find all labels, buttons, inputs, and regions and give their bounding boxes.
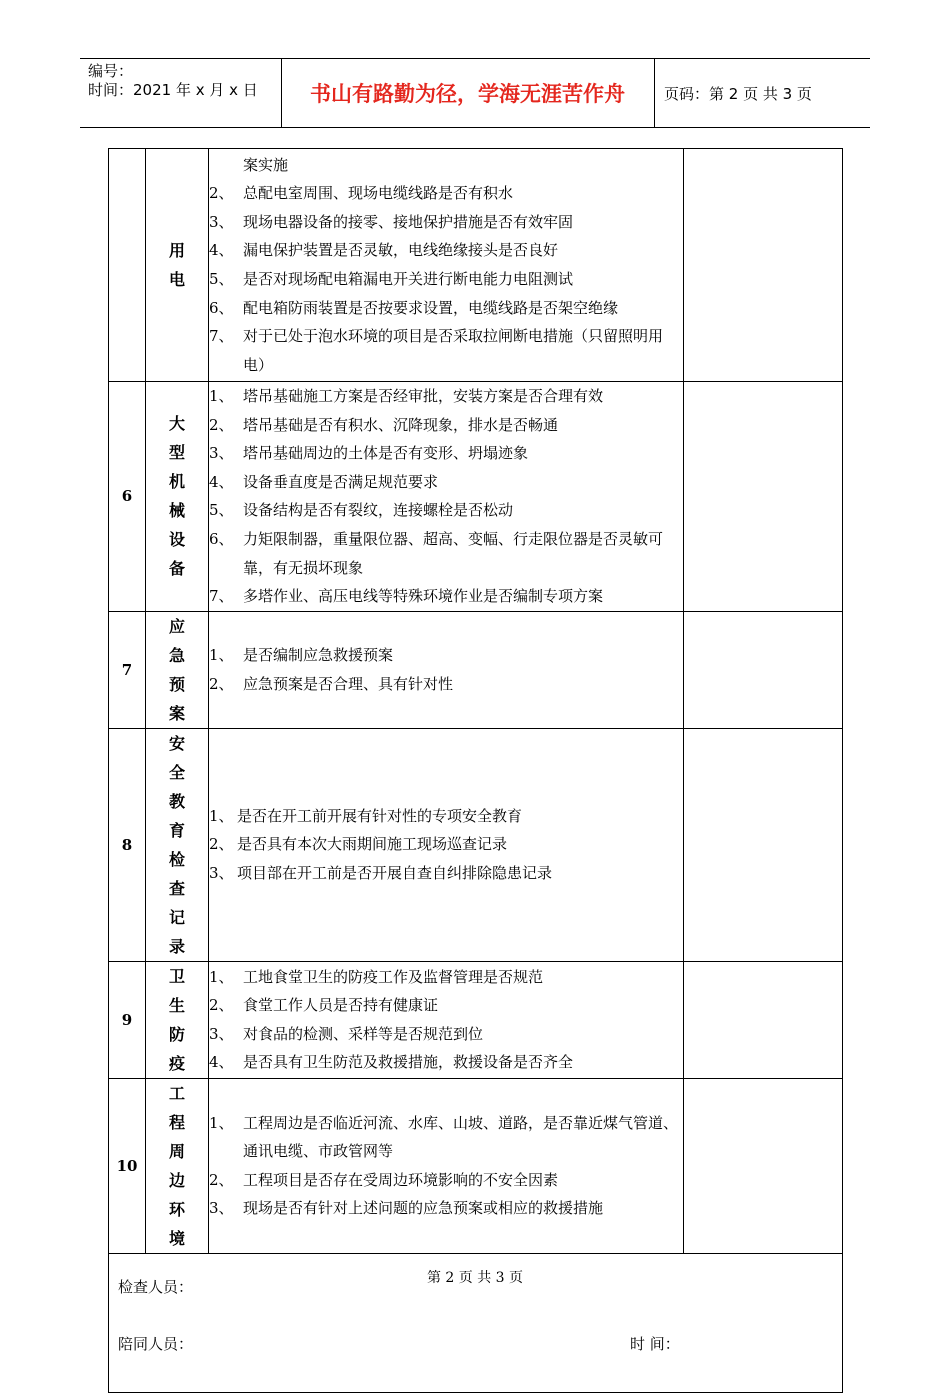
- category-line: 记 录: [168, 907, 193, 956]
- category-line: 周 边: [168, 1141, 193, 1190]
- row-number: 7: [109, 611, 146, 728]
- category-cell: [146, 728, 209, 961]
- result-cell[interactable]: [684, 961, 843, 1078]
- check-item: [209, 641, 683, 670]
- inspection-row: [109, 149, 843, 382]
- check-item-text: 是否具有本次大雨期间施工现场巡查记录: [237, 835, 508, 854]
- check-item: [209, 1048, 683, 1077]
- check-item-number: 1、: [209, 967, 234, 986]
- category-line: 安 全: [168, 733, 193, 782]
- check-items-cell: [209, 1078, 684, 1253]
- check-item-text: 塔吊基础施工方案是否经审批，安装方案是否合理有效: [243, 387, 604, 405]
- row-number: 6: [109, 382, 146, 612]
- check-item-text: 总配电室周围、现场电缆线路是否有积水: [243, 184, 514, 203]
- inspection-row: [109, 382, 843, 612]
- document-header: [80, 58, 870, 128]
- check-item-text: 食堂工作人员是否持有健康证: [243, 996, 439, 1015]
- check-item-number: 1、: [209, 646, 234, 665]
- check-item: [209, 830, 683, 859]
- check-item-number: 4、: [209, 472, 234, 491]
- category-line: 用 电: [168, 241, 193, 289]
- check-item: [209, 963, 683, 992]
- result-cell[interactable]: [684, 728, 843, 961]
- inspection-table: [108, 148, 843, 1393]
- check-item-number: 3、: [209, 1199, 234, 1218]
- header-meta: [88, 62, 258, 100]
- check-item-number: 2、: [209, 184, 234, 203]
- check-item-number: 6、: [209, 529, 234, 548]
- check-item-text: 是否对现场配电箱漏电开关进行断电能力电阻测试: [243, 270, 574, 288]
- check-item-text: 漏电保护装置是否灵敏，电线绝缘接头是否良好: [243, 241, 559, 260]
- check-item: [209, 1194, 683, 1223]
- inspection-row: [109, 961, 843, 1078]
- result-cell[interactable]: [684, 382, 843, 612]
- check-item-text: 案实施: [243, 155, 289, 174]
- check-item: [209, 991, 683, 1020]
- category-line: 教 育: [168, 791, 193, 840]
- page-number: 第 2 页 共 3 页: [426, 1270, 524, 1286]
- check-item-number: 3、: [209, 212, 234, 231]
- check-items-cell: [209, 149, 684, 382]
- check-item-text: 项目部在开工前是否开展自查自纠排除隐患记录: [237, 864, 553, 883]
- check-item: [209, 525, 683, 582]
- check-item: [209, 1109, 683, 1166]
- check-item-number: 5、: [209, 270, 234, 288]
- check-item-number: 1、: [209, 1113, 234, 1132]
- check-items-cell: [209, 611, 684, 728]
- check-item: [209, 468, 683, 497]
- check-items-cell: [209, 961, 684, 1078]
- check-item-number: 2、: [209, 835, 234, 854]
- check-item-number: 4、: [209, 241, 234, 260]
- check-item-text: 对食品的检测、采样等是否规范到位: [243, 1024, 484, 1043]
- check-item-number: 6、: [209, 298, 234, 317]
- check-item-number: 3、: [209, 864, 234, 883]
- check-item: [209, 208, 683, 237]
- check-item-number: 2、: [209, 674, 234, 693]
- check-item-text: 设备结构是否有裂纹，连接螺栓是否松动: [243, 501, 514, 520]
- category-cell: [146, 149, 209, 382]
- check-items-cell: [209, 382, 684, 612]
- check-item: [209, 496, 683, 525]
- header-divider: [654, 59, 655, 127]
- check-item-number: 2、: [209, 996, 234, 1015]
- check-items-cell: [209, 728, 684, 961]
- check-item: [209, 411, 683, 440]
- category-line: 环 境: [168, 1199, 193, 1248]
- result-cell[interactable]: [684, 1078, 843, 1253]
- category-line: 机 械: [168, 472, 193, 521]
- check-item: [209, 382, 683, 411]
- check-item-number: 2、: [209, 1170, 234, 1189]
- inspection-row: [109, 728, 843, 961]
- check-item: [209, 294, 683, 323]
- header-motto: 书山有路勤为径，学海无涯苦作舟: [310, 82, 625, 106]
- category-cell: [146, 382, 209, 612]
- category-line: 应 急: [168, 616, 193, 665]
- check-item: [209, 236, 683, 265]
- check-item-text: 力矩限制器，重量限位器、超高、变幅、行走限位器是否灵敏可靠，有无损坏现象: [243, 529, 664, 577]
- check-item-number: 7、: [209, 587, 234, 606]
- time-label: 时 间：: [630, 1334, 680, 1353]
- category-line: 防 疫: [168, 1024, 193, 1073]
- check-item-text: 塔吊基础周边的土体是否有变形、坍塌迹象: [243, 444, 529, 463]
- check-item: [209, 1166, 683, 1195]
- check-item: [209, 859, 683, 888]
- inspection-row: [109, 1078, 843, 1253]
- check-item-text: 是否编制应急救援预案: [243, 646, 394, 665]
- check-item: [209, 179, 683, 208]
- category-line: 检 查: [168, 849, 193, 898]
- check-item-text: 多塔作业、高压电线等特殊环境作业是否编制专项方案: [243, 587, 604, 606]
- check-item-text: 是否在开工前开展有针对性的专项安全教育: [237, 806, 523, 825]
- check-item: [209, 670, 683, 699]
- check-item: [209, 151, 683, 180]
- check-item-text: 工程周边是否临近河流、水库、山坡、道路，是否靠近煤气管道、通讯电缆、市政管网等: [243, 1113, 679, 1161]
- check-item: [209, 802, 683, 831]
- date-label: 时间：2021 年 x 月 x 日: [88, 81, 258, 99]
- check-item-text: 设备垂直度是否满足规范要求: [243, 472, 439, 491]
- check-item-number: 3、: [209, 444, 234, 463]
- category-line: 预 案: [168, 674, 193, 723]
- check-item: [209, 439, 683, 468]
- check-item-number: 7、: [209, 327, 234, 346]
- accompany-label: 陪同人员：: [118, 1334, 194, 1353]
- check-item: [209, 582, 683, 611]
- check-item: [209, 265, 683, 294]
- check-item-text: 应急预案是否合理、具有针对性: [243, 674, 454, 693]
- check-item: [209, 1020, 683, 1049]
- check-item-text: 塔吊基础是否有积水、沉降现象，排水是否畅通: [243, 415, 559, 434]
- check-item-number: 3、: [209, 1024, 234, 1043]
- row-number: 10: [109, 1078, 146, 1253]
- row-number: 8: [109, 728, 146, 961]
- inspection-row: [109, 611, 843, 728]
- check-item-text: 工地食堂卫生的防疫工作及监督管理是否规范: [243, 967, 544, 986]
- row-number: 9: [109, 961, 146, 1078]
- check-item-number: 1、: [209, 806, 234, 825]
- check-item-number: 2、: [209, 415, 234, 434]
- check-item-number: 1、: [209, 387, 234, 405]
- check-item-text: 对于已处于泡水环境的项目是否采取拉闸断电措施（只留照明用电）: [243, 327, 664, 374]
- check-item-text: 工程项目是否存在受周边环境影响的不安全因素: [243, 1170, 559, 1189]
- header-page-label: 页码：第 2 页 共 3 页: [664, 85, 812, 103]
- check-item-text: 配电箱防雨装置是否按要求设置，电缆线路是否架空绝缘: [243, 298, 619, 317]
- check-item-text: 现场是否有针对上述问题的应急预案或相应的救援措施: [243, 1199, 604, 1218]
- category-line: 工 程: [168, 1083, 193, 1132]
- inspector-label: 检查人员：: [118, 1277, 194, 1296]
- check-item-text: 是否具有卫生防范及救援措施，救援设备是否齐全: [243, 1053, 574, 1072]
- check-item-text: 现场电器设备的接零、接地保护措施是否有效牢固: [243, 212, 574, 231]
- check-item: [209, 322, 683, 379]
- category-line: 卫 生: [168, 966, 193, 1015]
- check-item-number: 4、: [209, 1053, 234, 1072]
- category-line: 大 型: [168, 414, 193, 463]
- result-cell[interactable]: [684, 149, 843, 382]
- category-line: 设 备: [168, 530, 193, 579]
- serial-number-label: 编号：: [88, 62, 134, 80]
- category-cell: [146, 1078, 209, 1253]
- check-item-number: 5、: [209, 501, 234, 520]
- category-cell: [146, 961, 209, 1078]
- category-cell: [146, 611, 209, 728]
- result-cell[interactable]: [684, 611, 843, 728]
- row-number: [109, 149, 146, 382]
- check-item-number: [209, 151, 243, 180]
